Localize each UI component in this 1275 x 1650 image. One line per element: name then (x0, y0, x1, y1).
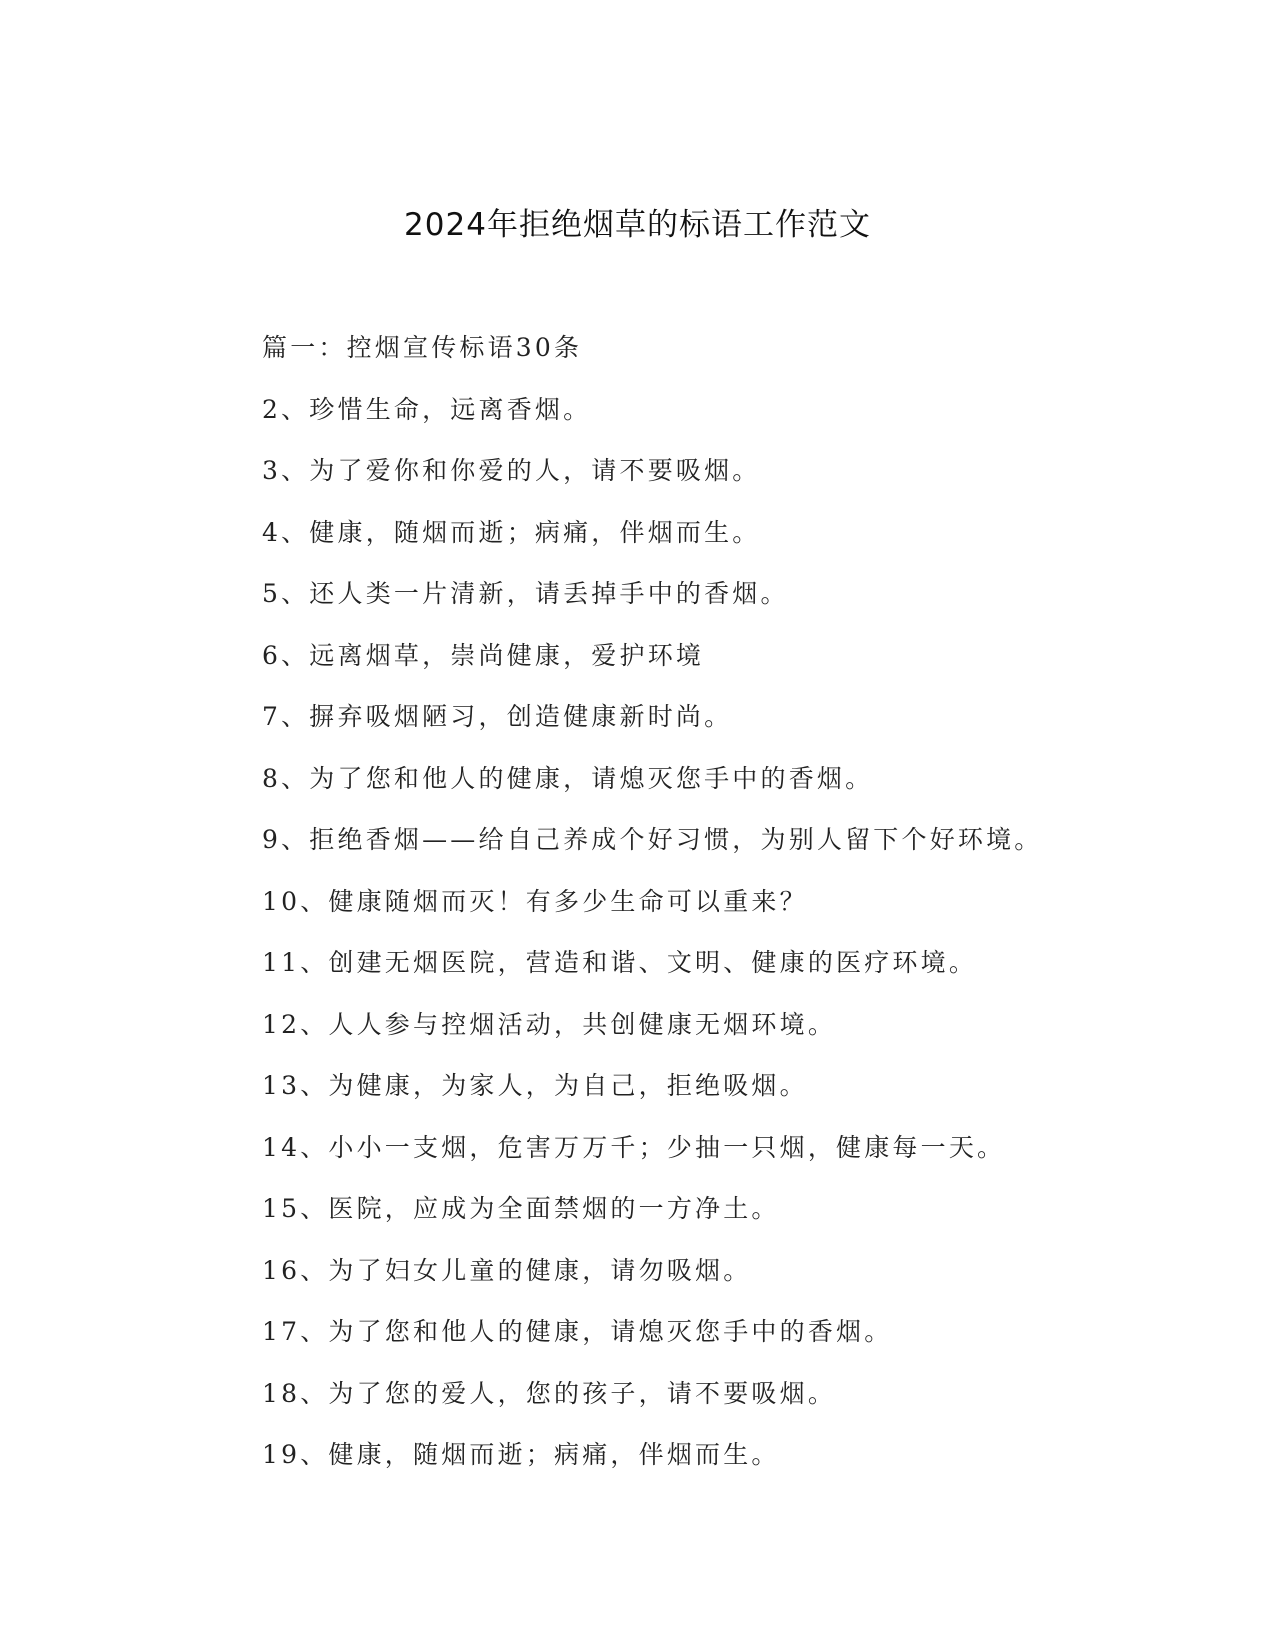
slogan-line: 5、还人类一片清新，请丢掉手中的香烟。 (262, 579, 789, 608)
slogan-line: 11、创建无烟医院，营造和谐、文明、健康的医疗环境。 (262, 948, 978, 977)
slogan-line: 8、为了您和他人的健康，请熄灭您手中的香烟。 (262, 763, 874, 793)
section-heading: 篇一：控烟宣传标语30条 (262, 333, 583, 362)
document-body (262, 332, 1062, 1501)
slogan-line: 13、为健康，为家人，为自己，拒绝吸烟。 (262, 1071, 808, 1100)
slogan-line: 7、摒弃吸烟陋习，创造健康新时尚。 (262, 702, 733, 731)
slogan-line: 4、健康，随烟而逝；病痛，伴烟而生。 (262, 517, 761, 547)
slogan-line: 3、为了爱你和你爱的人，请不要吸烟。 (262, 456, 761, 485)
slogan-line: 14、小小一支烟，危害万万千；少抽一只烟，健康每一天。 (262, 1132, 1006, 1162)
slogan-line: 2、珍惜生命，远离香烟。 (262, 394, 592, 424)
slogan-line: 17、为了您和他人的健康，请熄灭您手中的香烟。 (262, 1317, 893, 1346)
slogan-line: 19、健康，随烟而逝；病痛，伴烟而生。 (262, 1440, 780, 1469)
slogan-line: 10、健康随烟而灭！有多少生命可以重来？ (262, 886, 808, 916)
document-title: 2024年拒绝烟草的标语工作范文 (404, 207, 871, 243)
slogan-line: 18、为了您的爱人，您的孩子，请不要吸烟。 (262, 1378, 837, 1408)
slogan-line: 6、远离烟草，崇尚健康，爱护环境 (262, 640, 705, 670)
slogan-line: 15、医院，应成为全面禁烟的一方净土。 (262, 1194, 780, 1223)
slogan-line: 9、拒绝香烟——给自己养成个好习惯，为别人留下个好环境。 (262, 825, 1043, 854)
slogan-line: 12、人人参与控烟活动，共创健康无烟环境。 (262, 1009, 837, 1039)
slogan-line: 16、为了妇女儿童的健康，请勿吸烟。 (262, 1255, 752, 1285)
